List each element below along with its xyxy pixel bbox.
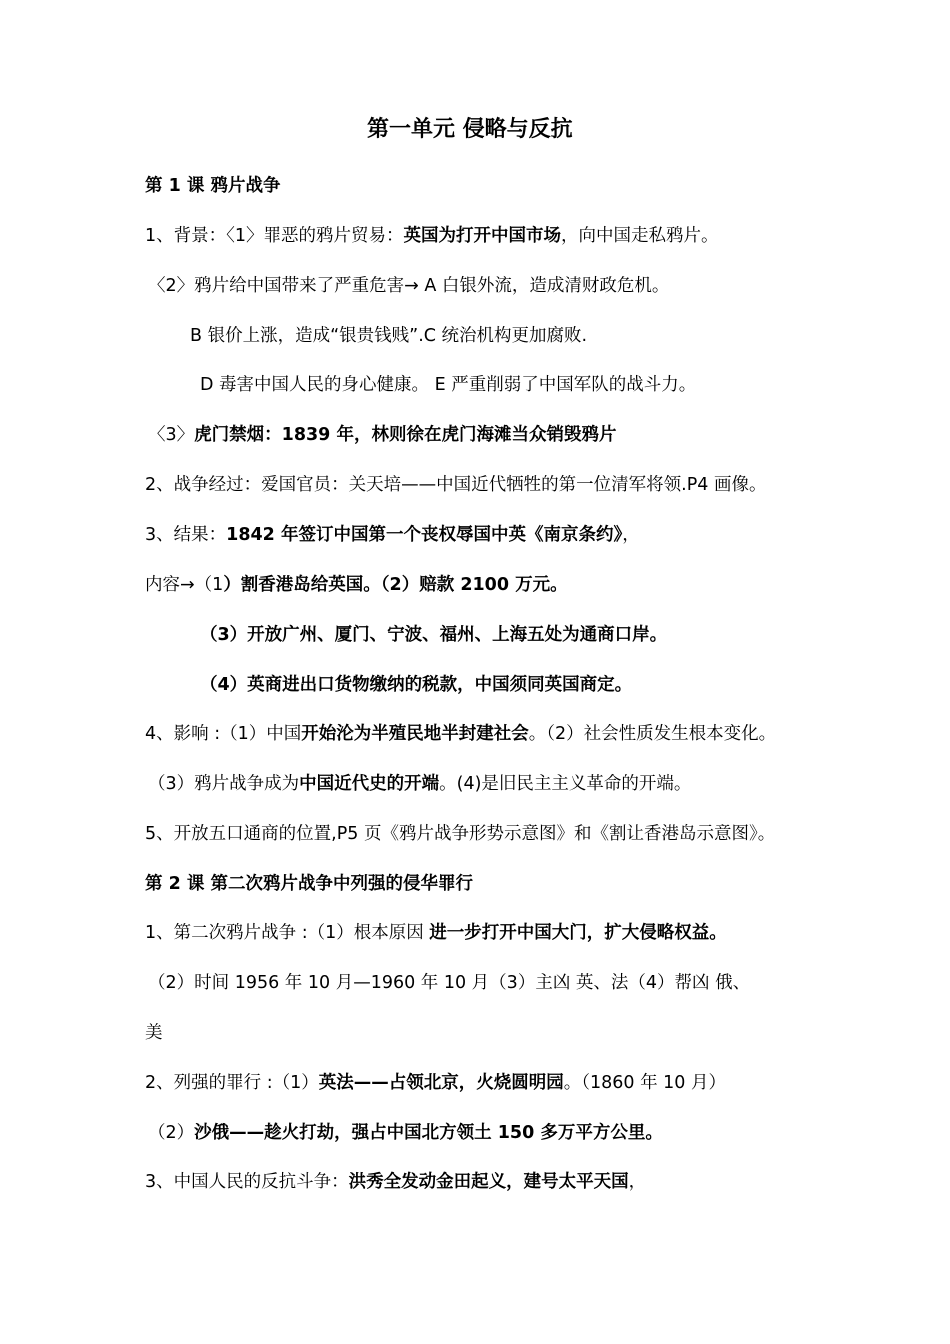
- text-run: 。（2）社会性质发生根本变化。: [528, 724, 777, 744]
- text-run: 。（1860 年 10 月）: [563, 1073, 726, 1093]
- bold-run: 1842 年签订中国第一个丧权辱国中英《南京条约》: [226, 525, 623, 545]
- paragraph-harm-b: B 银价上涨，造成“银贵钱贱”.C 统治机构更加腐败.: [190, 326, 588, 346]
- bold-run: 英国为打开中国市场: [403, 226, 562, 246]
- bold-run: 进一步打开中国大门，扩大侵略权益。: [429, 923, 727, 943]
- bold-run: 沙俄——趁火打劫，强占中国北方领土 150 多万平方公里。: [194, 1123, 663, 1143]
- paragraph-background: [145, 224, 719, 248]
- bold-run: ）割香港岛给英国。（2）赔款 2100 万元。: [223, 575, 568, 595]
- bold-run: 英法——占领北京，火烧圆明园: [318, 1073, 564, 1093]
- paragraph-time: （2）时间 1956 年 10 月—1960 年 10 月（3）主凶 英、法（4）帮凶 俄、: [148, 973, 751, 993]
- text-run: 2、列强的罪行 :（1）: [145, 1073, 319, 1093]
- paragraph-content: [145, 573, 568, 597]
- bold-run: 开始沦为半殖民地半封建社会: [301, 724, 529, 744]
- text-run: （3）鸦片战争成为: [148, 774, 300, 794]
- paragraph-second-war: [145, 921, 727, 945]
- text-run: 3、中国人民的反抗斗争：: [145, 1172, 349, 1192]
- bold-run: 中国近代史的开端: [299, 774, 440, 794]
- unit-title: 第一单元 侵略与反抗: [367, 117, 573, 142]
- text-run: ，向中国走私鸦片。: [561, 226, 719, 246]
- bold-run: 洪秀全发动金田起义，建号太平天国: [348, 1172, 629, 1192]
- text-run: （2）: [148, 1123, 195, 1143]
- paragraph-content-3: （3）开放广州、厦门、宁波、福州、上海五处为通商口岸。: [200, 625, 668, 645]
- paragraph-impact: [145, 722, 776, 746]
- text-run: 1、背景：〈1〉罪恶的鸦片贸易：: [145, 226, 404, 246]
- text-run: ，: [622, 525, 640, 545]
- paragraph-time-cont: 美: [145, 1023, 163, 1043]
- paragraph-impact-3: [148, 772, 691, 796]
- text-run: 3、结果：: [145, 525, 227, 545]
- paragraph-content-4: （4）英商进出口货物缴纳的税款，中国须同英国商定。: [200, 675, 633, 695]
- text-run: 〈3〉: [148, 425, 195, 445]
- paragraph-resistance: [145, 1170, 646, 1194]
- paragraph-russia: [148, 1121, 663, 1145]
- lesson-2-heading: 第 2 课 第二次鸦片战争中列强的侵华罪行: [145, 874, 473, 894]
- paragraph-harm-d: D 毒害中国人民的身心健康。 E 严重削弱了中国军队的战斗力。: [200, 375, 697, 395]
- text-run: 。(4)是旧民主主义革命的开端。: [439, 774, 692, 794]
- text-run: 4、影响 :（1）中国: [145, 724, 302, 744]
- paragraph-five-ports: 5、开放五口通商的位置,P5 页《鸦片战争形势示意图》和《割让香港岛示意图》。: [145, 824, 776, 844]
- paragraph-crimes: [145, 1071, 726, 1095]
- paragraph-result: [145, 523, 640, 547]
- paragraph-humen: [148, 423, 616, 447]
- paragraph-harm: 〈2〉鸦片给中国带来了严重危害→ A 白银外流，造成清财政危机。: [148, 276, 670, 296]
- text-run: 内容→（1: [145, 575, 224, 595]
- paragraph-war-process: 2、战争经过：爱国官员：关天培——中国近代牺牲的第一位清军将领.P4 画像。: [145, 475, 767, 495]
- lesson-1-heading: 第 1 课 鸦片战争: [145, 176, 281, 196]
- text-run: ，: [628, 1172, 647, 1192]
- bold-run: 虎门禁烟：1839 年，林则徐在虎门海滩当众销毁鸦片: [194, 425, 617, 445]
- text-run: 1、第二次鸦片战争 :（1）根本原因: [145, 923, 430, 943]
